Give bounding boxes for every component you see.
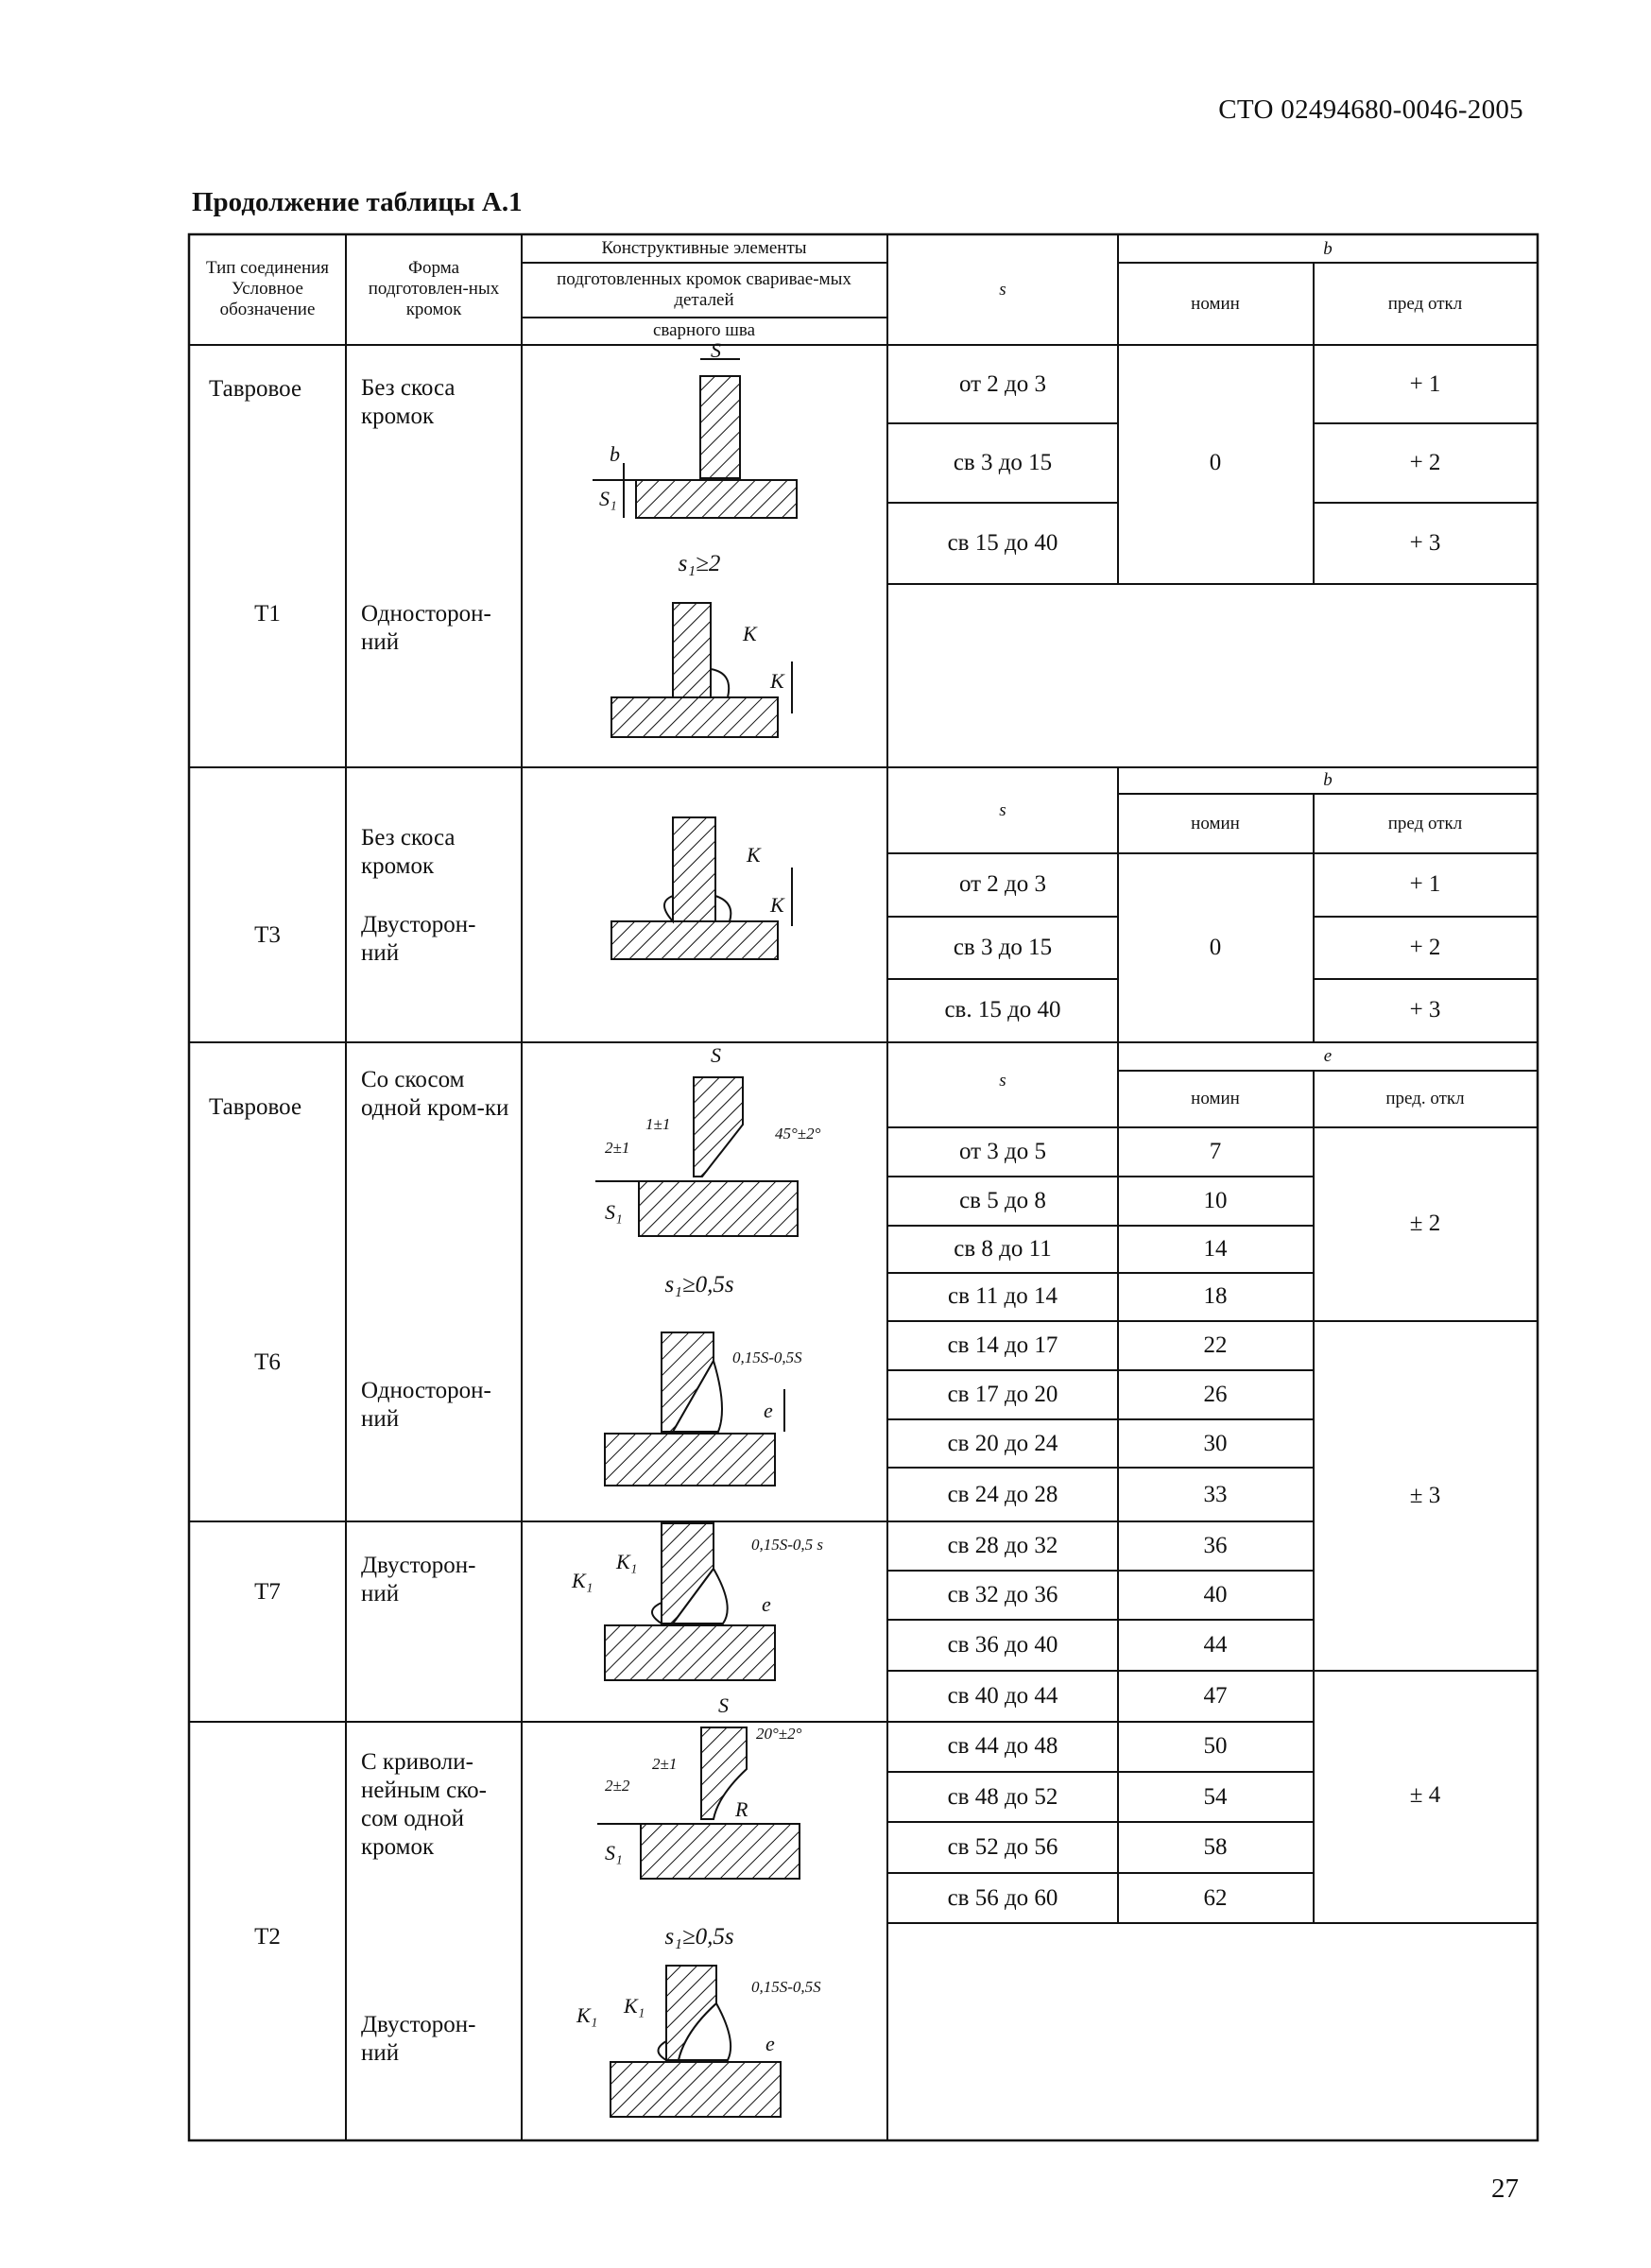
e-row-nom: 47 [1203,1683,1228,1709]
drawing-label-k1-t2: K₁ [576,2003,598,2027]
drawing-label-k-2: K [770,669,784,693]
tol-group-1: ± 2 [1409,1211,1441,1236]
t6-header-nom: номин [1191,1089,1240,1108]
header-elements: Конструктивные элементы [601,238,807,258]
drawing-t6-weld [605,1332,802,1486]
e-row-nom: 40 [1203,1582,1228,1607]
e-row-s: св 17 до 20 [947,1382,1058,1407]
drawing-label-angle-1: 45°±2° [775,1125,821,1143]
drawing-label-dim-2: 2±1 [605,1139,630,1157]
e-row-nom: 14 [1203,1236,1228,1262]
drawing-t3 [611,817,792,959]
t1-row3-s: св 15 до 40 [947,530,1058,556]
t1-code: Т1 [254,601,281,627]
drawing-t7 [571,1523,823,1680]
t6-form-bevel: Со скосом одной кром-ки [361,1067,509,1121]
e-row-s: св 11 до 14 [948,1283,1058,1309]
drawing-label-e-t2: e [765,2032,775,2055]
drawing-t1-weld [611,603,792,737]
e-row-nom: 18 [1203,1283,1228,1309]
e-row-s: св 20 до 24 [947,1431,1058,1456]
t6-header-s: s [999,1071,1006,1091]
e-row-s: св 24 до 28 [947,1482,1058,1507]
tol-group-2: ± 3 [1409,1483,1441,1508]
drawing-label-r: R [735,1797,748,1821]
header-b: b [1323,239,1333,259]
t3-row3-tol: + 3 [1409,997,1441,1022]
t1-form-2: Односторон-ний [361,601,491,655]
drawing-label-k-t3-2: K [770,893,784,917]
t1-condition: s₁≥2 [678,551,721,576]
e-row-nom: 10 [1203,1188,1228,1213]
e-row-s: св 36 до 40 [947,1632,1058,1658]
drawing-label-s1-t2: S₁ [605,1841,623,1864]
e-row-nom: 50 [1203,1733,1228,1759]
t1-row3-tol: + 3 [1409,530,1441,556]
t2-condition: s₁≥0,5s [664,1924,734,1950]
t3-form-2: Двусторон-ний [361,912,476,966]
t3-row1-tol: + 1 [1409,871,1441,897]
e-row-nom: 22 [1203,1332,1228,1358]
e-row-s: св 32 до 36 [947,1582,1058,1607]
t1-row2-s: св 3 до 15 [953,450,1053,475]
drawing-t1-prepared [593,338,797,518]
t3-row3-s: св. 15 до 40 [944,997,1061,1022]
t1-row2-tol: + 2 [1409,450,1441,475]
drawing-label-k1-t2-2: K₁ [624,1994,645,2018]
t3-code: Т3 [254,922,281,948]
t1-form-1: Без скоса кромок [361,375,456,429]
drawing-label-k-t3: K [747,843,761,867]
header-tol: пред откл [1387,294,1463,314]
t3-header-tol: пред откл [1387,814,1463,833]
drawing-label-range-2: 0,15S-0,5 s [751,1536,824,1554]
t1-nom: 0 [1209,450,1222,475]
t1-row1-tol: + 1 [1409,371,1441,397]
e-row-nom: 54 [1203,1784,1228,1810]
t3-row2-tol: + 2 [1409,935,1441,960]
drawing-label-e-t7: e [762,1592,771,1616]
drawing-label-b: b [610,442,620,466]
t6-type: Тавровое [208,1094,302,1120]
e-row-nom: 44 [1203,1632,1228,1658]
e-row-s: св 48 до 52 [947,1784,1058,1810]
header-s: s [999,280,1006,300]
e-row-s: св 8 до 11 [954,1236,1052,1262]
t6-condition: s₁≥0,5s [664,1272,734,1297]
drawing-label-k1-2: K₁ [616,1550,638,1573]
t1-row1-s: от 2 до 3 [958,371,1047,397]
drawing-label-s: S [711,338,721,362]
drawing-label-s1-t6: S₁ [605,1200,623,1224]
drawing-label-gap-2: 2±1 [652,1755,678,1773]
t6-header-e: e [1323,1046,1333,1066]
e-row-nom: 30 [1203,1431,1228,1456]
t6-header-tol: пред. откл [1385,1089,1465,1108]
e-row-s: св 14 до 17 [947,1332,1058,1358]
e-row-nom: 36 [1203,1533,1228,1558]
e-row-nom: 62 [1203,1885,1228,1911]
tol-group-3: ± 4 [1409,1782,1441,1808]
header-nom: номин [1191,294,1240,314]
e-row-nom: 58 [1203,1834,1228,1860]
header-form: Форма подготовлен-ных кромок [368,258,500,319]
table-title: Продолжение таблицы А.1 [192,187,523,217]
e-row-s: св 5 до 8 [959,1188,1046,1213]
drawing-label-dim-2b: 2±2 [605,1777,630,1795]
t3-header-s: s [999,800,1006,820]
drawing-t6-prepared [595,1043,821,1236]
header-elements-prepared: подготовленных кромок сваривае-мых деталей [557,269,851,310]
t3-header-nom: номин [1191,814,1240,833]
t6-code: Т6 [254,1349,281,1375]
drawing-label-range-3: 0,15S-0,5S [751,1978,821,1996]
t1-type: Тавровое [208,376,302,402]
drawing-label-gap-1: 1±1 [645,1115,671,1133]
drawing-t2-weld [576,1966,821,2117]
document-code: СТО 02494680-0046-2005 [1218,94,1523,125]
header-type: Тип соединения Условное обозначение [205,258,330,319]
t3-row2-s: св 3 до 15 [953,935,1053,960]
t2-form-two-side: Двусторон-ний [361,2012,476,2066]
t2-form-curved: С криволи-нейным ско-сом одной кромок [361,1749,487,1860]
drawing-label-s-t2: S [718,1693,729,1717]
t3-header-b: b [1323,770,1333,790]
e-row-s: св 40 до 44 [947,1683,1058,1709]
e-row-nom: 7 [1209,1139,1222,1164]
header-elements-weld: сварного шва [652,320,756,340]
drawing-label-e: e [764,1399,773,1422]
drawing-label-k1: K₁ [572,1569,593,1592]
t7-form-two-side: Двусторон-ний [361,1553,476,1606]
drawing-label-k: K [743,622,757,645]
t2-code: Т2 [254,1924,281,1950]
e-row-s: от 3 до 5 [958,1139,1047,1164]
drawing-label-s-t6: S [711,1043,721,1067]
drawing-label-range-1: 0,15S-0,5S [732,1349,802,1366]
t3-form-1: Без скоса кромок [361,825,456,879]
t3-row1-s: от 2 до 3 [958,871,1047,897]
t6-form-one-side: Односторон-ний [361,1378,491,1432]
page-number: 27 [1491,2174,1519,2204]
e-row-nom: 33 [1203,1482,1228,1507]
t7-code: Т7 [254,1579,281,1605]
e-row-s: св 56 до 60 [947,1885,1058,1911]
e-row-s: св 28 до 32 [947,1533,1058,1558]
t3-nom: 0 [1209,935,1222,960]
e-row-s: св 44 до 48 [947,1733,1058,1759]
e-row-nom: 26 [1203,1382,1228,1407]
e-row-s: св 52 до 56 [947,1834,1058,1860]
drawing-label-s1: S₁ [599,487,617,510]
drawing-label-angle-2: 20°±2° [756,1725,802,1743]
